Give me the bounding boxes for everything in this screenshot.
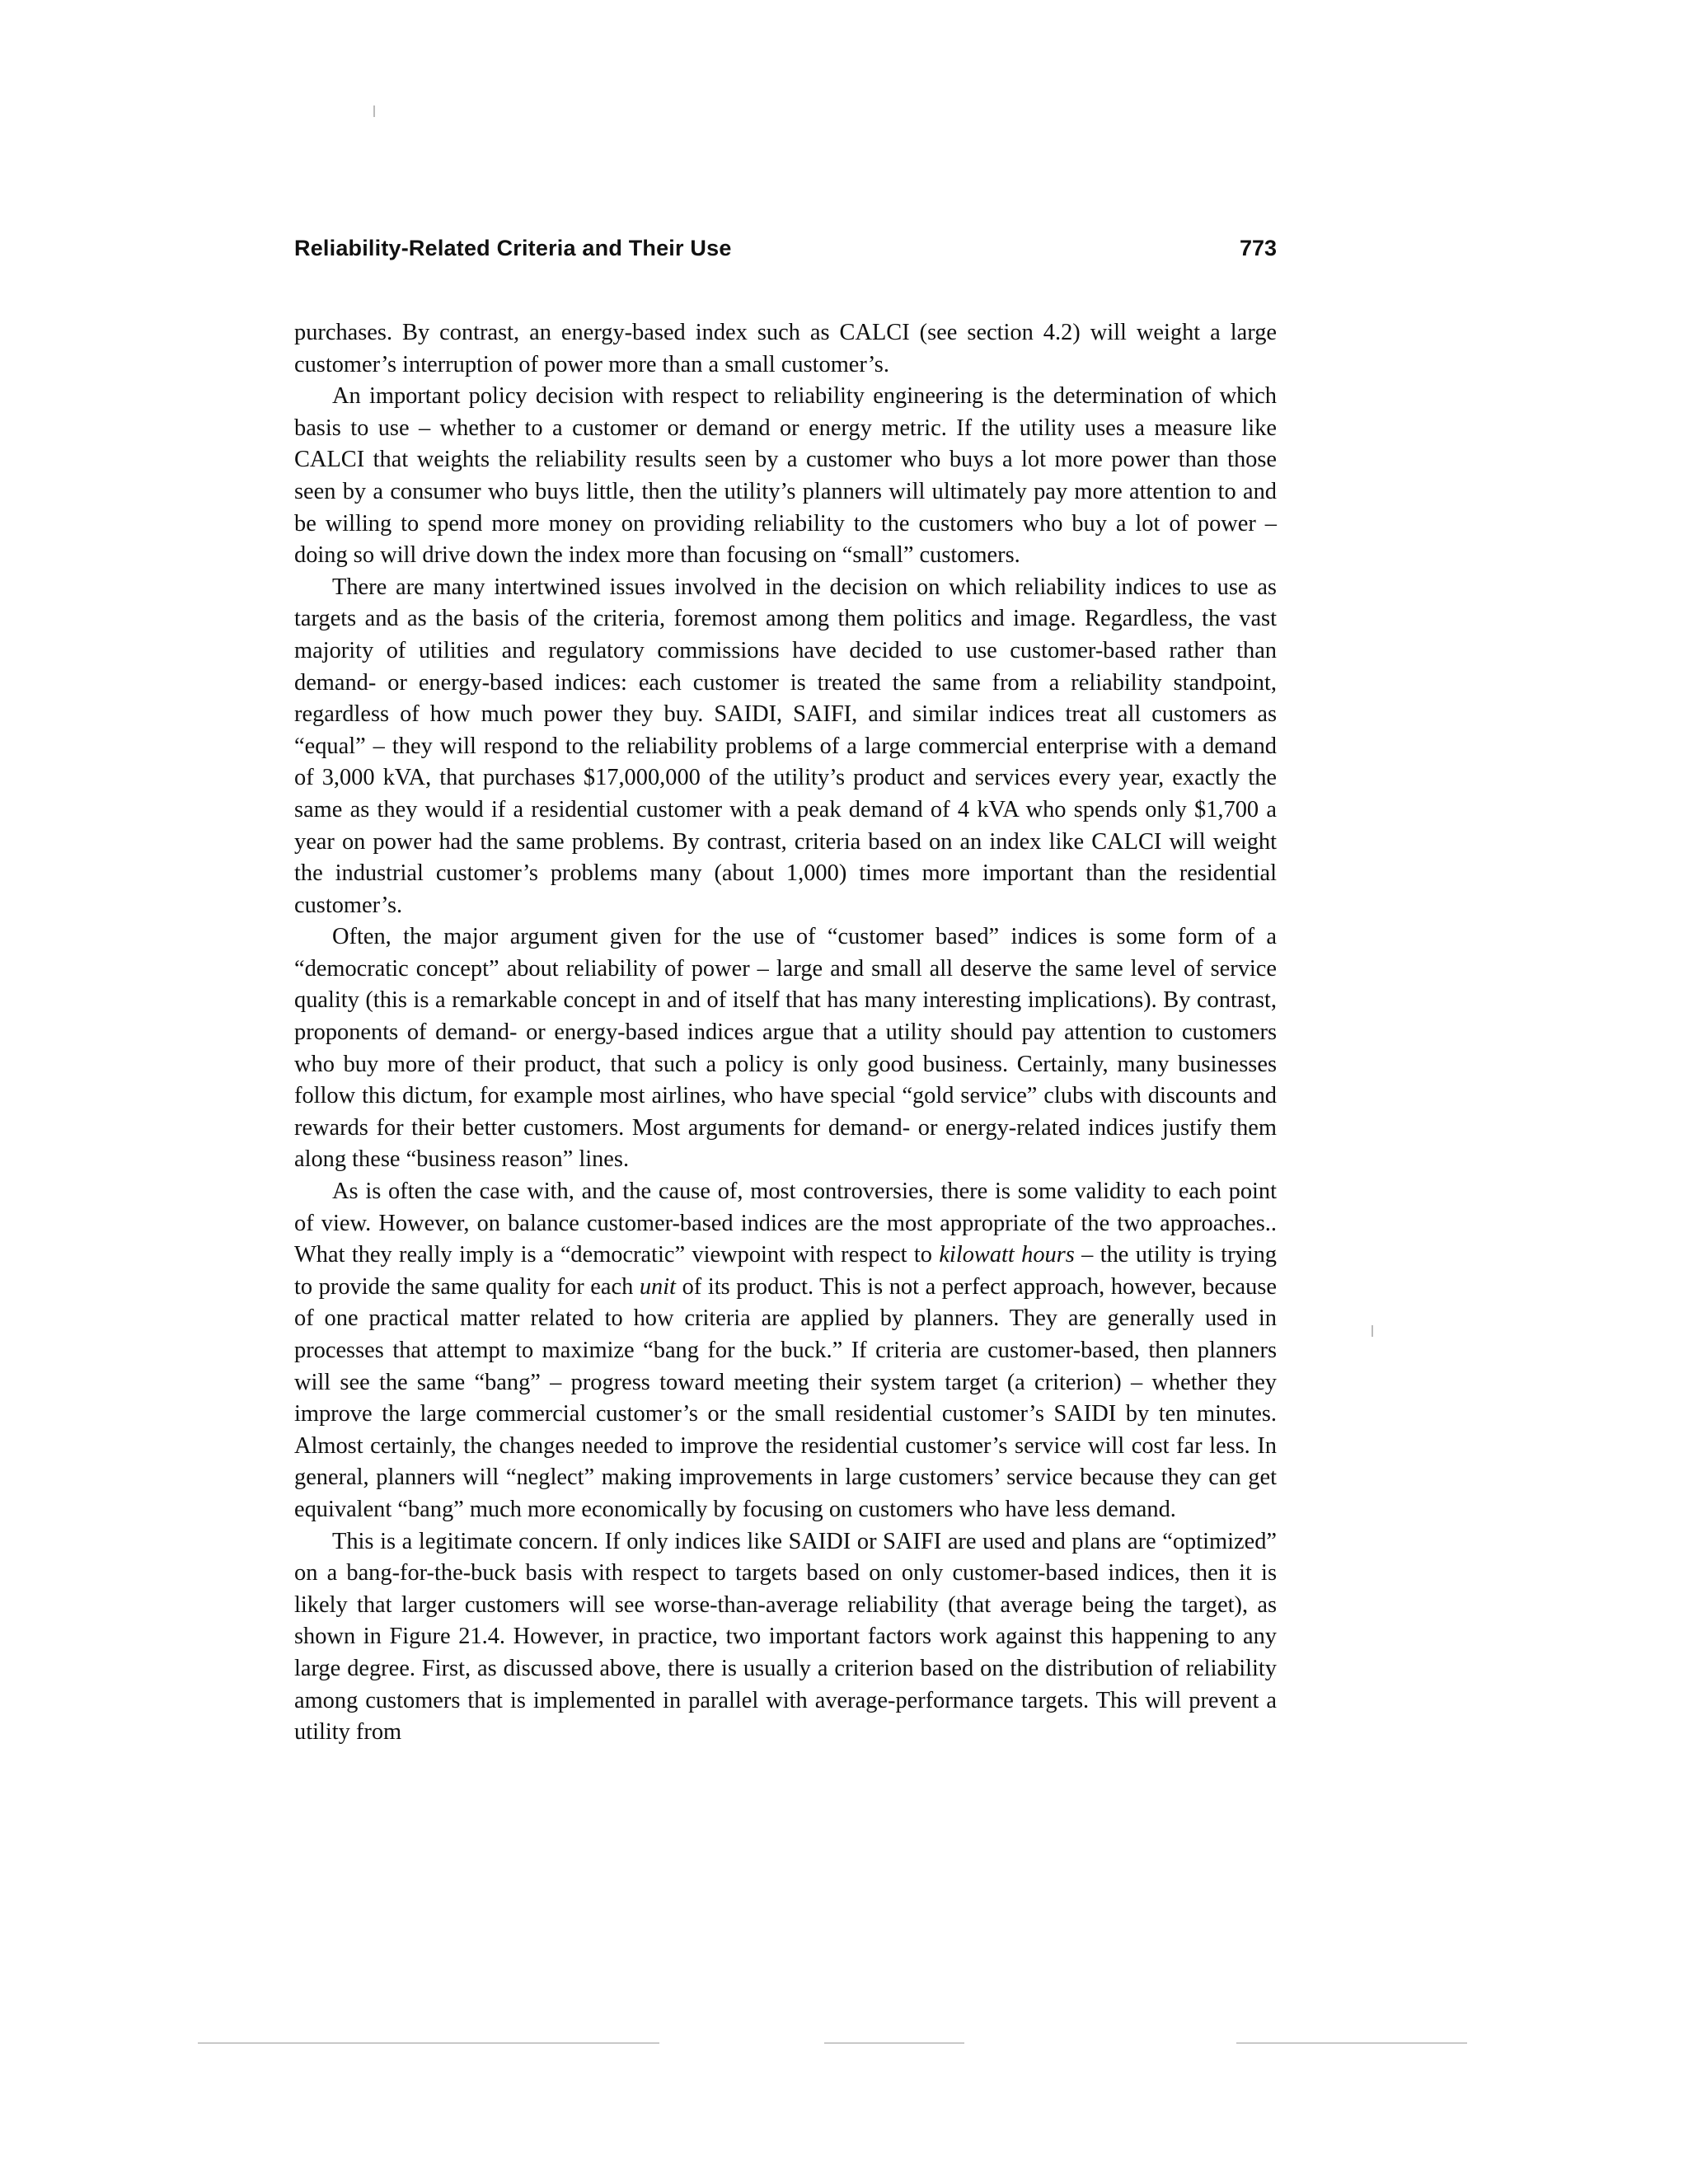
scan-artifact-dot-right [1372,1325,1373,1337]
body-text [294,317,1277,1749]
paragraph-5-part-c: of its product. This is not a perfect approach, however, because of one practical matter related to how criteria are applied by planners. They are generally used in processes that attempt to maximize “bang for the buck.” If criteria are customer-based, then planners will see the same “bang” – progress toward meeting their system target (a criterion) – whether they improve the large commercial customer’s or the small residential customer’s SAIDI by ten minutes. Almost certainly, the changes needed to improve the residential customer’s service will cost far less. In general, planners will “neglect” making improvements in large customers’ service because they can get equivalent “bang” much more economically by focusing on customers who have less demand. [294,1273,1277,1522]
paragraph-2: An important policy decision with respect to reliability engineering is the determination of which basis to use – whether to a customer or demand or energy metric. If the utility uses a measure like CALCI that weights the reliability results seen by a customer who buys a lot more power than those seen by a consumer who buys little, then the utility’s planners will ultimately pay more attention to and be willing to spend more money on providing reliability to the customers who buy a lot of power – doing so will drive down the index more than focusing on “small” customers. [294,383,1277,569]
scan-artifact-line-middle [824,2042,964,2044]
paragraph-5-part-b: – the utility is trying to provide the same quality for each [294,1242,1278,1300]
paragraph-4: Often, the major argument given for the use of “customer based” indices is some form of a “democratic concept” about reliability of power – large and small all deserve the same level of service quality (this is a remarkable concept in and of itself that has many interesting implications). By contrast, proponents of demand- or energy-based indices argue that a utility should pay attention to customers who buy more of their product, that such a policy is only good business. Certainly, many businesses follow this dictum, for example most airlines, who have special “gold service” clubs with discounts and rewards for their better customers. Most arguments for demand- or energy-related indices justify them along these “business reason” lines. [294,924,1277,1173]
page-header [294,236,1277,269]
emphasis-unit: unit [639,1273,677,1300]
paragraph-6: This is a legitimate concern. If only indices like SAIDI or SAIFI are used and plans are “optimized” on a bang-for-the-buck basis with respect to targets based on only customer-based indices, then it is likely that larger customers will see worse-than-average reliability (that average being the target), as shown in Figure 21.4. However, in practice, two important factors work against this happening to any large degree. First, as discussed above, there is usually a criterion based on the distribution of reliability among customers that is implemented in parallel with average-performance targets. This will prevent a utility from [294,1528,1277,1746]
paragraph-3: There are many intertwined issues involved in the decision on which reliability indices to use as targets and as the basis of the criteria, foremost among them politics and image. Regardless, the vast majority of utilities and regulatory commissions have decided to use customer-based rather than demand- or energy-based indices: each customer is treated the same from a reliability standpoint, regardless of how much power they buy. SAIDI, SAIFI, and similar indices treat all customers as “equal” – they will respond to the reliability problems of a large commercial enterprise with a demand of 3,000 kVA, that purchases $17,000,000 of the utility’s product and services every year, exactly the same as they would if a residential customer with a peak demand of 4 kVA who spends only $1,700 a year on power had the same problems. By contrast, criteria based on an index like CALCI will weight the industrial customer’s problems many (about 1,000) times more important than the residential customer’s. [294,574,1277,918]
running-head: Reliability-Related Criteria and Their Use [294,236,732,260]
scan-artifact-line-right [1236,2042,1467,2044]
page-number: 773 [1239,236,1277,260]
paragraph-5-part-a: As is often the case with, and the cause of, most controversies, there is some validity to each point of view. However, on balance customer-based indices are the most appropriate of the two approaches.. What they really imply is a “democratic” viewpoint with respect to [294,1179,1277,1268]
emphasis-kilowatt-hours: kilowatt hours [939,1242,1075,1268]
scan-artifact-dot-top [373,105,375,117]
paragraph-1: purchases. By contrast, an energy-based index such as CALCI (see section 4.2) will weight a large customer’s interruption of power more than a small customer’s. [294,320,1277,377]
scan-artifact-line-left [198,2042,659,2044]
paragraph-5 [294,1176,1277,1526]
